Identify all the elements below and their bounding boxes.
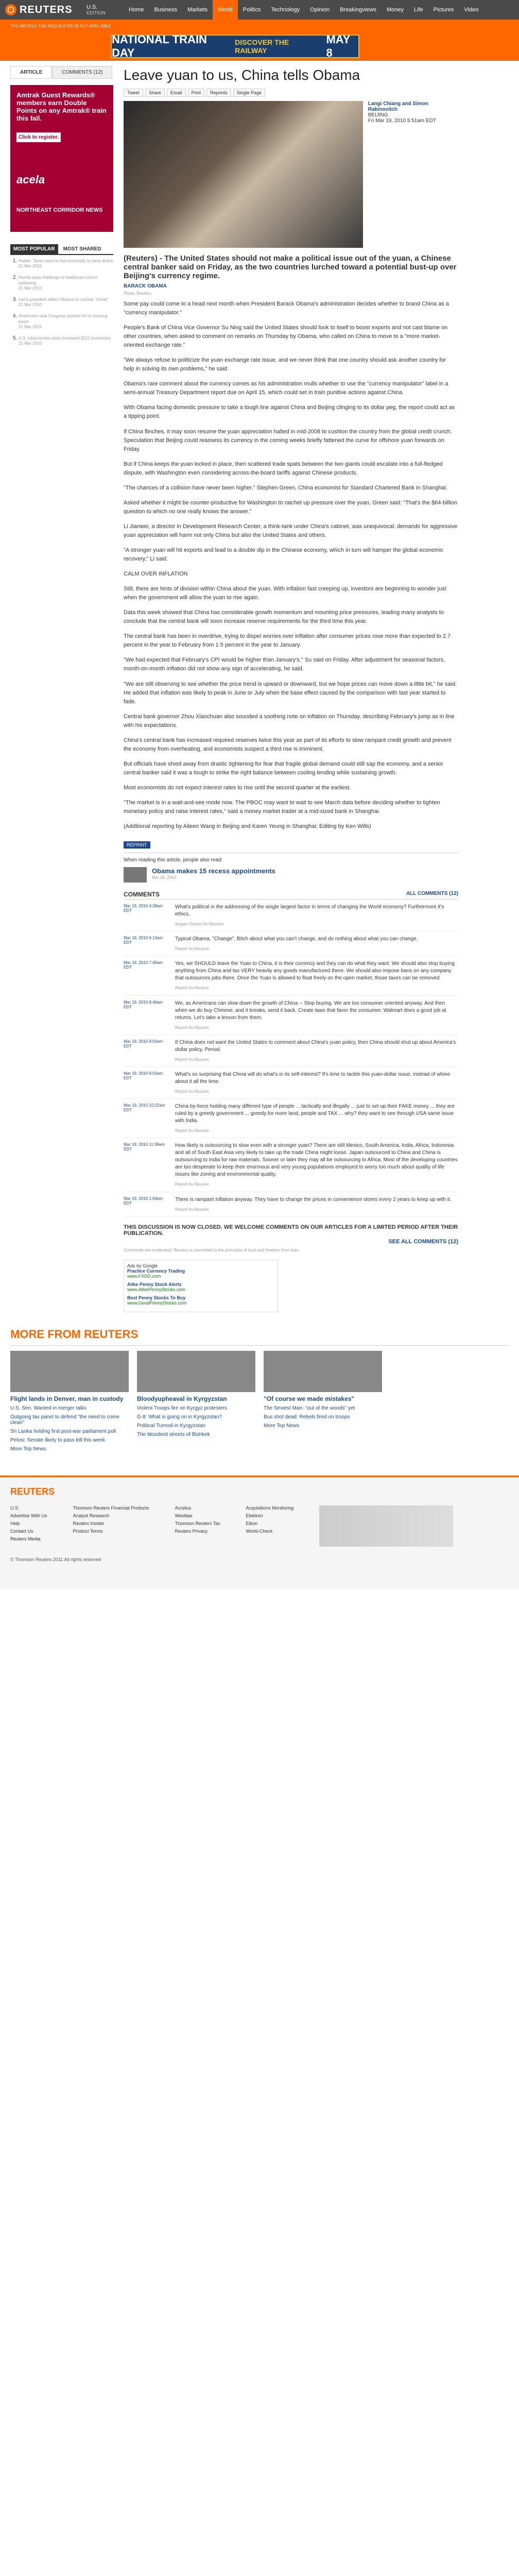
comment-report-link[interactable]: Report As Abusive	[175, 1207, 209, 1212]
footer-link[interactable]: Reuters Media	[10, 1536, 41, 1541]
most-popular-title[interactable]: Iran's president affairs Obama on nuclear "threat"	[19, 297, 109, 302]
article-paragraph: China's central bank has increased required reserves twice this year as part of its efforts to slow rampant credit growth and prevent the economy from overheating, and economists suspect a third rise is imminent.	[124, 737, 452, 752]
comment-text: What's political in the addressing of the single largest factor in terms of changing the World economy? Furthermore it's ethics.	[175, 904, 444, 918]
amtrak-ad[interactable]: Amtrak Guest Rewards® members earn Double Points on any Amtrak® train this fall. Click to register. acela NORTHEAST CORRIDOR NEWS	[10, 85, 113, 232]
comment-body	[175, 1196, 458, 1212]
article-paragraph: (Additional reporting by Aileen Wang in Beijing and Karen Yeung in Shanghai; Editing by Ken Wills)	[124, 823, 371, 830]
comment-text: Yes, we SHOULD leave the Yuan to China, it is their currency and they can do what they want. We should also stop buying anything from China and tax VERY heavily any goods manufactured there. We should also impose bans on any company that outsources jobs there. Once the Yuan is allowed to float freely on the open market, those taxes can be removed.	[175, 961, 455, 981]
footer-link[interactable]: Help	[10, 1520, 20, 1526]
article-photo-block	[124, 101, 458, 248]
footer-link[interactable]: Elektron	[246, 1513, 263, 1518]
share-print-button[interactable]: Print	[188, 89, 205, 97]
nav-item-business[interactable]: Business	[154, 7, 177, 13]
comment-item	[124, 931, 458, 956]
nav-item-pictures[interactable]: Pictures	[433, 7, 454, 13]
footer-link[interactable]: Thomson Reuters Financial Products	[73, 1505, 149, 1511]
comment-date[interactable]: Mar 19, 2010 11:38am EDT	[124, 1142, 165, 1152]
article-tabs	[10, 66, 113, 79]
comment-body	[175, 960, 458, 991]
most-popular-date: 21 Mar 2010	[19, 302, 42, 307]
more-column	[264, 1351, 382, 1455]
more-column-link[interactable]: Violent Troops fire on Kyrgyz protesters	[137, 1405, 227, 1411]
also-read-item[interactable]: Obama makes 15 recess appointments Mar 28, 2010	[124, 867, 458, 883]
most-popular-title[interactable]: Florida pass challenge to healthcare reform outlawing	[19, 275, 98, 285]
footer-link[interactable]: Reuters Privacy	[175, 1528, 208, 1534]
comment-item	[124, 900, 458, 931]
comment-text: If China does not want the United States to comment about China's yuan policy, then China should shut up about America's dollar policy. Period.	[175, 1039, 456, 1053]
article-paragraph: Central bank governor Zhou Xiaochuan also sounded a soothing note on inflation on Thursday, describing February's jump as in line with his expectations.	[124, 713, 455, 728]
most-popular-title[interactable]: Americans rank Congress pushed hit on housing boom	[19, 314, 108, 324]
footer-link[interactable]: Thomson Reuters Tax	[175, 1520, 220, 1526]
article-paragraph: Asked whether it might be counter-productive for Washington to ratchet up pressure over the yuan, Green said: "That's the $64-billion question to which no one really knows the answer."	[124, 499, 458, 515]
more-column-link[interactable]: More Top News	[10, 1446, 46, 1452]
comments-list	[124, 900, 458, 1217]
photo-caption: Photo: Reuters	[124, 291, 151, 296]
nav-item-markets[interactable]: Markets	[187, 7, 208, 13]
comment-body	[175, 1142, 458, 1187]
content-wrapper	[0, 61, 519, 1312]
nav-item-opinion[interactable]: Opinion	[310, 7, 330, 13]
footer-column	[10, 1505, 47, 1547]
share-share-button[interactable]: Share	[145, 89, 165, 97]
article-paragraph: The central bank has been in overdrive, trying to dispel worries over inflation after consumer prices rose more than expected to 2.7 percent in the year to February from 1.5 percent in the year to January.	[124, 633, 451, 649]
edition-selector[interactable]: U.S. EDITION	[86, 4, 106, 15]
tab-most-shared[interactable]: MOST SHARED	[63, 246, 101, 252]
tab-article[interactable]: ARTICLE	[10, 66, 52, 78]
more-column-title[interactable]: Bloodyupheaval in Kyrgyzstan	[137, 1395, 227, 1402]
footer-links	[10, 1505, 509, 1547]
comment-report-link[interactable]: Report As Abusive	[175, 946, 209, 952]
google-ad-url[interactable]: www.FXDD.com	[127, 1273, 161, 1279]
more-column-image[interactable]	[137, 1351, 255, 1392]
comment-body	[175, 1039, 458, 1062]
comment-body	[175, 936, 458, 952]
acela-logo: acela	[16, 173, 45, 186]
main-nav	[124, 0, 483, 20]
google-ad-title[interactable]: Alike Penny Stock Alerts	[127, 1281, 182, 1287]
comments-closed-notice: THIS DISCUSSION IS NOW CLOSED. WE WELCOME COMMENTS ON OUR ARTICLES FOR A LIMITED PERIOD AFTER THEIR PUBLICATION.	[124, 1224, 458, 1236]
reprint-button[interactable]: REPRINT	[124, 841, 150, 849]
comment-body	[175, 904, 458, 927]
world-map-graphic	[319, 1505, 453, 1547]
most-popular-tabs	[10, 244, 113, 255]
comment-text: We, as Americans can slow down the growth of China -- Stop buying. We are too consumer oriented anyway. And then when we do buy Chinese, and it breaks, send it back. Create laws that favor the consumer. Walmart does a good job at returns. Let's take a lesson from them.	[175, 1000, 446, 1021]
most-popular-item[interactable]	[19, 275, 113, 291]
article-paragraph: If China flinches, it may soon resume the yuan appreciation halted in mid-2008 to cushion the country from the global credit crunch. Speculation that Beijing could reassess its currency in the coming weeks briefly fattened the curve for offshore yuan forwards on Friday.	[124, 428, 452, 452]
register-link[interactable]: Click to register.	[16, 132, 61, 142]
all-comments-link[interactable]: ALL COMMENTS (12)	[406, 891, 458, 897]
ad-banner-row	[0, 32, 519, 61]
comment-policy: Comments are moderated. Reuters is committed to the principles of trust and freedom from bias.	[124, 1247, 300, 1252]
more-column-link[interactable]: The Sexiest Man: "out of the woods" yet	[264, 1405, 355, 1411]
most-popular-title[interactable]: U.S. tobacconists seek increased 2010 inventories	[19, 336, 111, 341]
more-column-image[interactable]	[264, 1351, 382, 1392]
comment-report-link[interactable]: angaim Report As Abusive	[175, 922, 223, 927]
article-title: Leave yuan to us, China tells Obama	[124, 67, 360, 83]
comment-body	[175, 1103, 458, 1133]
article-paragraph: "We had expected that February's CPI would be higher than January's," Su said on Friday. After adjustment for seasonal factors, month-on-month inflation did not show any sign of accelerating, he said.	[124, 657, 445, 672]
article-paragraph: "We are still observing to see whether the price trend is upward or downward, but we hope prices can move down a little bit," he said. He added that inflation was likely to peak in June or July when the base effect caused by the comparison with last year started to fade.	[124, 681, 457, 705]
comment-date[interactable]: Mar 19, 2010 6:13am EDT	[124, 936, 163, 945]
article-paragraph: People's Bank of China Vice Governor Su Ning said the United States should look to itself to boost exports and not cast blame on other countries, when asked to comment on remarks on Thursday by Obama, who called on China to move to a "more market-oriented exchange rate."	[124, 325, 448, 349]
comment-item	[124, 1138, 458, 1192]
article-paragraph: But if China keeps the yuan locked in place, then scattered trade spats between the two giants could escalate into a full-fledged dispute, with Washington even considering across-the-board tariffs against Chinese products.	[124, 461, 443, 476]
most-popular-list	[10, 258, 113, 346]
footer-column	[246, 1505, 293, 1547]
comment-date[interactable]: Mar 19, 2010 1:04pm EDT	[124, 1196, 163, 1206]
tab-comments[interactable]: COMMENTS (12)	[52, 66, 112, 78]
more-from-reuters: MORE FROM REUTERS Flight lands in Denver, man in custody U.S. Sen. Wanted in merger talks Outgoing tax panel to defend "the need to come clean" Sri Lanka holding first post-war parliament poll Pelosi: Senate likely to pass bill this week More Top News Bloodyupheaval in Kyrgyzstan Violent Troops fire on Kyrgyz protesters G-8: What is going on in Kyrgyzstan? Political Turmoil in Kyrgyzstan The bloodiest streets of Bishkek "Of course we made mistakes" The Sexiest Man: "out of the woods" yet Bus shot dead: Rebels fired on troops More Top News	[10, 1328, 509, 1455]
article-paragraph: Li Jianwei, a director in Development Research Center, a think-tank under China's cabinet, was unequivocal: demands for aggressive yuan appreciation will harm not only China but also the United States and others.	[124, 523, 458, 538]
footer-link[interactable]: Product Terms	[73, 1528, 103, 1534]
article-paragraph: But officials have shied away from drastic tightening for fear that fragile global demand could still sap the economy, and a senior central banker said it was a tough to strike the right balance between cooling lending while sustaining growth.	[124, 760, 443, 776]
corridor-news-label: NORTHEAST CORRIDOR NEWS	[16, 207, 103, 213]
footer-link[interactable]: Accelus	[175, 1505, 192, 1511]
most-popular-date: 21 Mar 2010	[19, 325, 42, 329]
nav-item-breakingviews[interactable]: Breakingviews	[340, 7, 376, 13]
footer-link[interactable]: Eikon	[246, 1520, 257, 1526]
article-paragraph: With Obama facing domestic pressure to take a tough line against China and Beijing clinging to its dollar peg, the report could act as a tipping point.	[124, 404, 455, 420]
reuters-logo-icon	[5, 4, 16, 15]
google-ad-title[interactable]: Best Penny Stocks To Buy	[127, 1295, 186, 1300]
article-paragraph: "A stronger yuan will hit exports and lead to a double dip in the Chinese economy, which in turn will hamper the global economic recovery," Li said.	[124, 547, 444, 563]
more-column-link[interactable]: Political Turmoil in Kyrgyzstan	[137, 1422, 205, 1429]
comment-report-link[interactable]: Report As Abusive	[175, 1182, 209, 1187]
comment-report-link[interactable]: Report As Abusive	[175, 1057, 209, 1062]
footer-link[interactable]: Westlaw	[175, 1513, 193, 1518]
footer-column	[73, 1505, 149, 1547]
comment-text: What's so surprising that China will do what's in its self-interest? It's time to tackle this yuan-dollar issue, instead of whine about it all the time.	[175, 1072, 451, 1085]
footer-link[interactable]: Contact Us	[10, 1528, 33, 1534]
left-column	[10, 61, 113, 1312]
nav-item-politics[interactable]: Politics	[243, 7, 261, 13]
comment-body	[175, 1000, 458, 1030]
comment-date[interactable]: Mar 19, 2010 7:45am EDT	[124, 960, 163, 970]
also-read-thumbnail	[124, 867, 147, 883]
comment-item	[124, 996, 458, 1035]
more-column-title[interactable]: "Of course we made mistakes"	[264, 1395, 355, 1402]
more-column-link[interactable]: Bus shot dead: Rebels fired on troops	[264, 1414, 350, 1420]
article-paragraph: Most economists do not expect interest rates to rise until the second quarter at the earliest.	[124, 784, 351, 791]
article-paragraph: Still, there are hints of division within China about the yuan. With inflation fast creeping up, investors are beginning to wonder just when the government will allow the yuan to rise again.	[124, 586, 446, 601]
comment-item	[124, 1067, 458, 1099]
tab-most-popular[interactable]: MOST POPULAR	[10, 244, 58, 254]
footer-link[interactable]: Analyst Research	[73, 1513, 110, 1518]
more-column-link[interactable]: Sri Lanka holding first post-war parliament poll	[10, 1428, 116, 1434]
more-column-link[interactable]: Outgoing tax panel to defend "the need to come clean"	[10, 1414, 120, 1426]
comment-report-link[interactable]: Report As Abusive	[175, 1025, 209, 1030]
article-paragraph: "The chances of a collision have never been higher," Stephen Green, China economist for Standard Chartered Bank in Shanghai.	[124, 484, 448, 491]
comment-date[interactable]: Mar 19, 2010 10:22am EDT	[124, 1103, 165, 1113]
comment-item	[124, 956, 458, 995]
article-lead: (Reuters) - The United States should not make a political issue out of the yuan, a Chinese central banker said on Friday, as the two countries lurched toward a potential bust-up over Beijing's currency regime.	[124, 254, 457, 280]
article-column	[124, 61, 458, 1312]
most-popular-title[interactable]: Holder: Taxes need to rise eventually to tame deficit	[19, 259, 113, 263]
footer	[0, 1476, 519, 1589]
most-popular-item[interactable]	[19, 297, 113, 307]
comment-text: There is rampant inflation anyway. They have to change the prices in convenience stores every 2 years to keep up with it.	[175, 1196, 452, 1202]
footer-link[interactable]: Reuters Insider	[73, 1520, 105, 1526]
share-single-page-button[interactable]: Single Page	[233, 89, 266, 97]
comment-date[interactable]: Mar 19, 2010 4:28am EDT	[124, 904, 163, 913]
most-popular-item[interactable]	[19, 313, 113, 329]
comment-text: Typical Obama, "Change". Bitch about what you can't change, and do nothing about what you can change.	[175, 936, 418, 942]
top-navigation-bar	[0, 0, 519, 20]
google-ad-url[interactable]: www.GoodPennyStocks.com	[127, 1300, 187, 1306]
comment-date[interactable]: Mar 19, 2010 8:46am EDT	[124, 999, 163, 1009]
comment-date[interactable]: Mar 19, 2010 9:03am EDT	[124, 1039, 163, 1048]
related-topic-link[interactable]: BARACK OBAMA	[124, 283, 167, 289]
byline: Langi Chiang and Simon Rabinovitch BEIJING Fri Mar 19, 2010 5:51am EDT	[368, 101, 437, 124]
article-paragraph: Data this week showed that China has considerable growth momentum and mounting price pressures, leading many analysts to conclude that the central bank will soon increase reserve requirements for the third time this year.	[124, 609, 444, 625]
article-paragraph: "We always refuse to politicize the yuan exchange rate issue, and we never think that one country should ask another country for help in solving its own problems," he said.	[124, 357, 446, 372]
more-columns	[10, 1345, 509, 1455]
reuters-logo[interactable]: REUTERS	[5, 0, 82, 20]
share-toolbar	[124, 89, 458, 97]
nav-item-life[interactable]: Life	[414, 7, 423, 13]
footer-logo[interactable]: REUTERS	[10, 1486, 55, 1497]
also-read-section: When reading this article, people also read: Obama makes 15 recess appointments Mar 28, 2010	[124, 853, 458, 883]
comment-item	[124, 1035, 458, 1067]
copyright: © Thomson Reuters 2011 All rights reserved	[10, 1556, 101, 1562]
nav-item-money[interactable]: Money	[386, 7, 404, 13]
more-column-link[interactable]: The bloodiest streets of Bishkek	[137, 1431, 210, 1437]
more-column-image[interactable]	[10, 1351, 129, 1392]
google-ads: Ads by Google Practice Currency Trading www.FXDD.com Alike Penny Stock Alerts www.AlikePennyStocks.com Best Penny Stocks To Buy www.GoodPennyStocks.com	[124, 1260, 278, 1312]
most-popular-date: 21 Mar 2010	[19, 264, 42, 268]
footer-column	[175, 1505, 220, 1547]
comment-item	[124, 1099, 458, 1138]
footer-link[interactable]: Advertise With Us	[10, 1513, 47, 1518]
comment-report-link[interactable]: Report As Abusive	[175, 1128, 209, 1133]
comment-text: How likely is outsourcing to slow even with a stronger yuan? There are still Mexico, South America, India, Africa, Indonesia and all of South East Asia very likely to take up the trade China might loose. Japan outsourced to China and China is outsourcing to India for raw materials. Sooner or later they may all be outsourcing to Africa. Most of the developing countries are too desperate to keep their enormous and very young populations employed to worry too much about quality of life issues like zoning and environmental quality.	[175, 1143, 458, 1178]
comment-report-link[interactable]: Report As Abusive	[175, 1089, 209, 1094]
share-reprints-button[interactable]: Reprints	[206, 89, 231, 97]
nav-item-video[interactable]: Video	[464, 7, 479, 13]
comments-header: COMMENTS ALL COMMENTS (12)	[124, 891, 458, 900]
national-train-day-ad[interactable]: NATIONAL TRAIN DAY DISCOVER THE RAILWAY MAY 8	[111, 35, 359, 58]
comment-report-link[interactable]: Report As Abusive	[175, 986, 209, 991]
nav-item-home[interactable]: Home	[129, 7, 144, 13]
more-column	[137, 1351, 255, 1455]
nav-item-world[interactable]: World	[213, 0, 238, 20]
most-popular-date: 21 Mar 2010	[19, 286, 42, 291]
google-ad-url[interactable]: www.AlikePennyStocks.com	[127, 1286, 186, 1292]
article-paragraph: Obama's rare comment about the currency comes as his administration mulls whether to use the "currency manipulator" label in a semi-annual Treasury Department report due on April 15, which could set in train punitive actions against China.	[124, 381, 448, 396]
article-body	[124, 300, 458, 831]
comment-date[interactable]: Mar 19, 2010 9:53am EDT	[124, 1071, 163, 1081]
google-ad-title[interactable]: Practice Currency Trading	[127, 1268, 185, 1274]
most-popular-item[interactable]	[19, 258, 113, 268]
comment-body	[175, 1071, 458, 1094]
sub-nav: THE ARTICLE YOU REQUESTED IS NOT AVAILABLE	[0, 20, 519, 32]
article-paragraph: Some pay could come to a head next month when President Barack Obama's administration decides whether to brand China as a "currency manipulator."	[124, 301, 449, 316]
more-column-link[interactable]: More Top News	[264, 1422, 300, 1429]
more-column-link[interactable]: Pelosi: Senate likely to pass bill this week	[10, 1437, 105, 1443]
see-all-comments-link[interactable]: SEE ALL COMMENTS (12)	[388, 1238, 458, 1245]
share-tweet-button[interactable]: Tweet	[124, 89, 143, 97]
more-column-title[interactable]: Flight lands in Denver, man in custody	[10, 1395, 124, 1402]
article-paragraph: "The market is in a wait-and-see mode now. The PBOC may want to wait to see March data before deciding whether to tighten monetary policy and raise interest rates," said a money market trader at a mid-sized bank in Shanghai.	[124, 799, 440, 815]
footer-link[interactable]: Acquisitions Monitoring	[246, 1505, 294, 1511]
share-email-button[interactable]: Email	[167, 89, 186, 97]
comment-item	[124, 1192, 458, 1217]
article-photo[interactable]	[124, 101, 363, 248]
more-column-link[interactable]: U.S. Sen. Wanted in merger talks	[10, 1405, 87, 1411]
most-popular-widget	[10, 244, 113, 346]
most-popular-date: 21 Mar 2010	[19, 341, 42, 346]
more-column-link[interactable]: G-8: What is going on in Kyrgyzstan?	[137, 1414, 222, 1420]
most-popular-item[interactable]	[19, 335, 113, 346]
footer-link[interactable]: World-Check	[246, 1528, 273, 1534]
comment-text: China by-force holding many different type of people ... tactically and illegally ... just to set up their FAKE money ... they are ruled by a greedy government ... greedy for more land, people and TAX ... why? they want to see through USA same issue with India.	[175, 1104, 455, 1124]
footer-link[interactable]: U.S.	[10, 1505, 20, 1511]
article-paragraph: CALM OVER INFLATION	[124, 571, 188, 578]
nav-item-technology[interactable]: Technology	[271, 7, 300, 13]
more-column	[10, 1351, 129, 1455]
